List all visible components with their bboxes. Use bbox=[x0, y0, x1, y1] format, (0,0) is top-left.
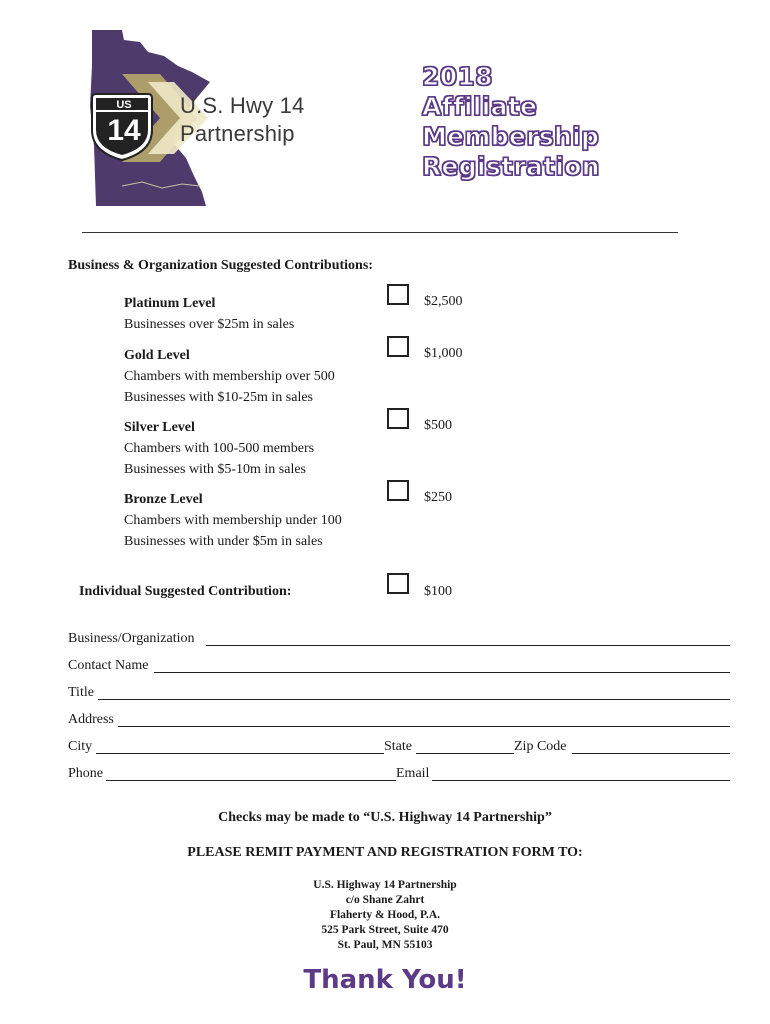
platinum-level bbox=[124, 293, 294, 335]
silver-level bbox=[124, 417, 314, 480]
level-name: Gold Level bbox=[124, 348, 190, 363]
shield-top-label: US bbox=[116, 99, 132, 111]
level-name: Silver Level bbox=[124, 420, 195, 435]
gold-level bbox=[124, 345, 335, 408]
business-section-title: Business & Organization Suggested Contributions: bbox=[68, 258, 373, 273]
state-field-label: State bbox=[384, 739, 412, 754]
level-detail: Businesses over $25m in sales bbox=[124, 317, 295, 332]
address-line: St. Paul, MN 55103 bbox=[337, 939, 433, 951]
silver-amount: $500 bbox=[424, 418, 452, 433]
address-line: 525 Park Street, Suite 470 bbox=[321, 924, 449, 936]
zip-input[interactable] bbox=[572, 753, 730, 754]
logo-title-line2: Partnership bbox=[180, 121, 295, 146]
level-detail: Businesses with under $5m in sales bbox=[124, 534, 323, 549]
logo-title bbox=[180, 92, 304, 148]
title-line-membership: Membership bbox=[422, 122, 600, 151]
title-input[interactable] bbox=[98, 699, 730, 700]
state-input[interactable] bbox=[416, 753, 514, 754]
checks-note: Checks may be made to “U.S. Highway 14 Partnership” bbox=[218, 810, 552, 825]
level-name: Bronze Level bbox=[124, 492, 203, 507]
address-line: U.S. Highway 14 Partnership bbox=[313, 879, 457, 891]
phone-input[interactable] bbox=[106, 780, 396, 781]
email-input[interactable] bbox=[432, 780, 730, 781]
business-input[interactable] bbox=[206, 645, 730, 646]
address-input[interactable] bbox=[118, 726, 730, 727]
bronze-checkbox[interactable] bbox=[387, 480, 409, 501]
level-detail: Chambers with 100-500 members bbox=[124, 441, 315, 456]
platinum-checkbox[interactable] bbox=[387, 284, 409, 305]
business-field-label: Business/Organization bbox=[68, 631, 195, 646]
zip-field-label: Zip Code bbox=[514, 739, 567, 754]
remit-heading: PLEASE REMIT PAYMENT AND REGISTRATION FORM TO: bbox=[187, 845, 583, 860]
title-line-affiliate: Affiliate bbox=[422, 92, 538, 121]
individual-label: Individual Suggested Contribution: bbox=[79, 584, 292, 599]
contact-input[interactable] bbox=[154, 672, 730, 673]
individual-amount: $100 bbox=[424, 584, 452, 599]
title-field-label: Title bbox=[68, 685, 94, 700]
platinum-amount: $2,500 bbox=[424, 294, 463, 309]
bronze-level bbox=[124, 489, 342, 552]
address-line: Flaherty & Hood, P.A. bbox=[329, 909, 441, 921]
email-field-label: Email bbox=[396, 766, 430, 781]
city-input[interactable] bbox=[96, 753, 384, 754]
address-line: c/o Shane Zahrt bbox=[345, 894, 425, 906]
city-field-label: City bbox=[68, 739, 93, 754]
level-detail: Businesses with $5-10m in sales bbox=[124, 462, 306, 477]
page-title bbox=[422, 62, 600, 182]
title-year: 2018 bbox=[422, 62, 493, 91]
level-detail: Chambers with membership over 500 bbox=[124, 369, 335, 384]
contact-field-label: Contact Name bbox=[68, 658, 149, 673]
shield-number: 14 bbox=[107, 114, 141, 147]
address-field-label: Address bbox=[68, 712, 114, 727]
gold-checkbox[interactable] bbox=[387, 336, 409, 357]
level-name: Platinum Level bbox=[124, 296, 216, 311]
thank-you: Thank You! bbox=[303, 965, 467, 995]
phone-field-label: Phone bbox=[68, 766, 103, 781]
remit-address bbox=[0, 878, 770, 953]
silver-checkbox[interactable] bbox=[387, 408, 409, 429]
logo-title-line1: U.S. Hwy 14 bbox=[180, 93, 305, 118]
level-detail: Businesses with $10-25m in sales bbox=[124, 390, 313, 405]
title-line-registration: Registration bbox=[422, 152, 600, 181]
divider bbox=[82, 232, 678, 233]
individual-checkbox[interactable] bbox=[387, 573, 409, 594]
bronze-amount: $250 bbox=[424, 490, 452, 505]
level-detail: Chambers with membership under 100 bbox=[124, 513, 342, 528]
gold-amount: $1,000 bbox=[424, 346, 463, 361]
